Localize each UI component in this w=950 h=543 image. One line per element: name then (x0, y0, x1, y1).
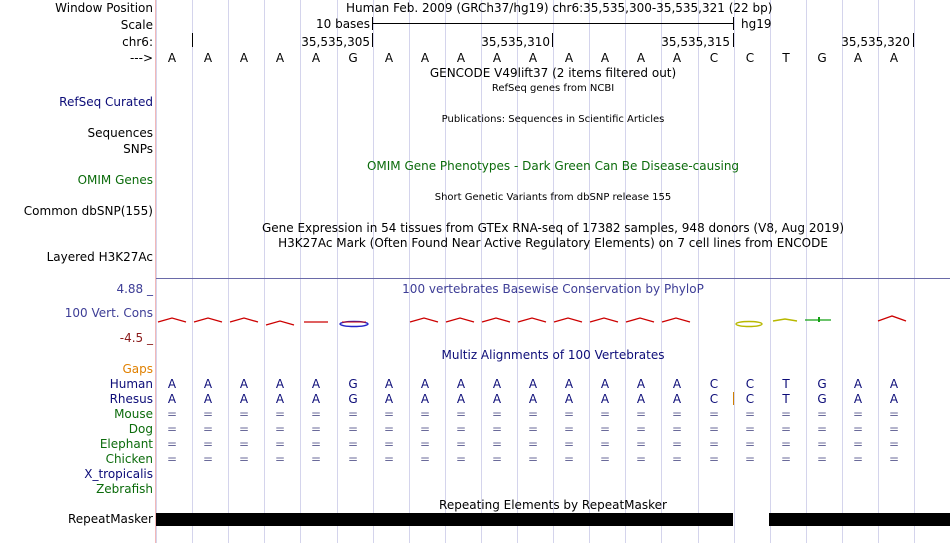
alignment-base: A (528, 392, 538, 406)
alignment-base: C (745, 392, 755, 406)
alignment-base: = (780, 407, 792, 421)
ruler-pos-1: 35,535,305 (301, 35, 370, 49)
sequence-base: A (600, 51, 610, 65)
alignment-base: = (852, 437, 864, 451)
alignment-base: = (888, 407, 900, 421)
alignment-base: C (709, 392, 719, 406)
alignment-base: = (671, 452, 683, 466)
track-label-conservation[interactable]: 100 Vert. Cons (64, 306, 153, 320)
track-label-snps[interactable]: SNPs (123, 142, 153, 156)
species-label[interactable]: Elephant (99, 437, 153, 451)
conservation-peak (518, 318, 546, 322)
alignment-base: = (238, 437, 250, 451)
alignment-base: A (600, 377, 610, 391)
species-label[interactable]: Rhesus (109, 392, 153, 406)
ruler-pos-3: 35,535,315 (661, 35, 730, 49)
window-position-value: Human Feb. 2009 (GRCh37/hg19) chr6:35,535,300-35,535,321 (22 bp) (346, 1, 773, 15)
alignment-base: = (238, 407, 250, 421)
alignment-base: = (455, 407, 467, 421)
sequence-base: A (672, 51, 682, 65)
alignment-base: A (311, 377, 321, 391)
alignment-base: = (635, 422, 647, 436)
repeatmasker-track-title[interactable]: Repeating Elements by RepeatMasker (439, 498, 667, 512)
alignment-base: A (600, 392, 610, 406)
alignment-base: A (239, 392, 249, 406)
alignment-base: = (238, 452, 250, 466)
alignment-base: = (419, 407, 431, 421)
conservation-peak (446, 318, 474, 322)
alignment-base: = (527, 452, 539, 466)
alignment-base: = (274, 452, 286, 466)
sequence-base: A (275, 51, 285, 65)
alignment-base: = (527, 437, 539, 451)
gencode-track-title[interactable]: GENCODE V49lift37 (2 items filtered out) (429, 66, 677, 80)
alignment-base: = (671, 422, 683, 436)
alignment-base: = (310, 452, 322, 466)
alignment-base: = (455, 422, 467, 436)
alignment-base: = (166, 437, 178, 451)
alignment-base: G (348, 377, 358, 391)
alignment-base: = (708, 422, 720, 436)
species-label[interactable]: Dog (128, 422, 153, 436)
conservation-peak (590, 318, 618, 322)
alignment-base: = (455, 452, 467, 466)
alignment-base: = (347, 437, 359, 451)
species-label[interactable]: Human (109, 377, 153, 391)
chrom-label: chr6: (122, 35, 153, 49)
alignment-base: = (780, 422, 792, 436)
alignment-base: T (782, 392, 790, 406)
alignment-base: = (527, 407, 539, 421)
conservation-max-label: 4.88 _ (116, 282, 153, 296)
conservation-peak (626, 318, 654, 322)
alignment-base: = (816, 407, 828, 421)
alignment-base: = (816, 452, 828, 466)
alignment-base: A (384, 377, 394, 391)
alignment-base: = (274, 422, 286, 436)
alignment-base: A (564, 377, 574, 391)
alignment-base: A (203, 377, 213, 391)
alignment-base: A (311, 392, 321, 406)
alignment-base: A (420, 392, 430, 406)
sequence-base: A (528, 51, 538, 65)
alignment-base: = (744, 437, 756, 451)
track-label-refseq[interactable]: RefSeq Curated (59, 95, 153, 109)
sequence-base: A (636, 51, 646, 65)
alignment-base: = (310, 407, 322, 421)
conservation-peak (662, 318, 690, 322)
alignment-base: = (491, 437, 503, 451)
alignment-base: = (383, 407, 395, 421)
alignment-base: = (383, 437, 395, 451)
conservation-peak (878, 316, 906, 321)
sequence-base: G (348, 51, 358, 65)
alignment-base: A (167, 392, 177, 406)
sequence-base: A (456, 51, 466, 65)
alignment-base: = (780, 452, 792, 466)
alignment-base: = (852, 407, 864, 421)
conservation-dip (736, 322, 762, 327)
alignment-base: = (780, 437, 792, 451)
alignment-base: = (563, 452, 575, 466)
alignment-base: A (456, 392, 466, 406)
conservation-peak (194, 318, 222, 322)
conservation-peak (482, 318, 510, 322)
alignment-base: C (745, 377, 755, 391)
alignment-base: = (202, 422, 214, 436)
alignment-base: A (889, 392, 899, 406)
alignment-base: = (383, 452, 395, 466)
alignment-base: A (275, 377, 285, 391)
sequence-base: C (709, 51, 719, 65)
sequence-base: A (420, 51, 430, 65)
track-label-dbsnp[interactable]: Common dbSNP(155) (23, 204, 153, 218)
alignment-base: = (888, 422, 900, 436)
alignment-base: G (817, 392, 827, 406)
conservation-peak (158, 318, 186, 322)
alignment-base: = (166, 407, 178, 421)
alignment-base: = (599, 422, 611, 436)
alignment-base: A (384, 392, 394, 406)
alignment-base: = (599, 407, 611, 421)
sequence-base: A (384, 51, 394, 65)
alignment-base: = (563, 407, 575, 421)
alignment-base: = (491, 452, 503, 466)
alignment-base: A (420, 377, 430, 391)
scale-assembly: hg19 (741, 17, 772, 31)
conservation-peak (410, 318, 438, 322)
alignment-base: = (347, 422, 359, 436)
publications-track-title[interactable]: Publications: Sequences in Scientific Articles (441, 114, 665, 125)
conservation-peak (554, 318, 582, 322)
alignment-base: = (888, 437, 900, 451)
conservation-track-title[interactable]: 100 vertebrates Basewise Conservation by PhyloP (402, 282, 704, 296)
alignment-base: = (635, 452, 647, 466)
alignment-base: = (202, 407, 214, 421)
alignment-base: = (491, 422, 503, 436)
repeat-element[interactable] (769, 513, 950, 526)
alignment-base: A (456, 377, 466, 391)
alignment-base: = (671, 437, 683, 451)
alignment-base: A (853, 377, 863, 391)
alignment-base: T (782, 377, 790, 391)
alignment-base: A (853, 392, 863, 406)
alignment-base: = (888, 452, 900, 466)
alignment-base: C (709, 377, 719, 391)
track-label-h3k27ac[interactable]: Layered H3K27Ac (46, 250, 153, 264)
alignment-base: = (347, 452, 359, 466)
alignment-base: = (310, 437, 322, 451)
alignment-base: A (672, 392, 682, 406)
alignment-base: = (671, 407, 683, 421)
alignment-base: = (491, 407, 503, 421)
alignment-base: = (708, 452, 720, 466)
conservation-dip (773, 319, 797, 321)
sequence-base: A (889, 51, 899, 65)
alignment-base: = (563, 437, 575, 451)
sequence-base: A (167, 51, 177, 65)
alignment-base: = (166, 422, 178, 436)
sequence-base: A (203, 51, 213, 65)
alignment-base: = (527, 422, 539, 436)
ruler-pos-4: 35,535,320 (841, 35, 910, 49)
alignment-base: A (889, 377, 899, 391)
alignment-base: = (599, 437, 611, 451)
sequence-base: G (817, 51, 827, 65)
alignment-base: = (202, 452, 214, 466)
alignment-base: A (492, 377, 502, 391)
window-position-label: Window Position (55, 1, 153, 15)
strand-label: ---> (129, 51, 153, 65)
sequence-base: A (564, 51, 574, 65)
dbsnp-track-title[interactable]: Short Genetic Variants from dbSNP release 155 (434, 192, 672, 203)
alignment-base: A (492, 392, 502, 406)
track-label-gaps[interactable]: Gaps (122, 362, 153, 376)
alignment-base: = (310, 422, 322, 436)
h3k27ac-track-title[interactable]: H3K27Ac Mark (Often Found Near Active Regulatory Elements) on 7 cell lines from ENCODE (278, 236, 828, 250)
alignment-base: = (852, 452, 864, 466)
alignment-base: = (599, 452, 611, 466)
alignment-insertion-marker (733, 392, 734, 405)
alignment-base: = (274, 407, 286, 421)
alignment-base: G (817, 377, 827, 391)
omim-track-title[interactable]: OMIM Gene Phenotypes - Dark Green Can Be Disease-causing (366, 159, 740, 173)
alignment-base: A (528, 377, 538, 391)
alignment-base: = (419, 452, 431, 466)
alignment-base: = (419, 422, 431, 436)
species-label[interactable]: Chicken (105, 452, 153, 466)
alignment-base: = (635, 437, 647, 451)
alignment-base: = (563, 422, 575, 436)
alignment-base: = (347, 407, 359, 421)
alignment-base: = (708, 407, 720, 421)
gtex-track-title[interactable]: Gene Expression in 54 tissues from GTEx RNA-seq of 17382 samples, 948 donors (V8, Aug 2019) (261, 221, 845, 235)
alignment-base: = (744, 452, 756, 466)
alignment-base: = (383, 422, 395, 436)
alignment-base: = (852, 422, 864, 436)
alignment-base: A (167, 377, 177, 391)
species-label[interactable]: Mouse (114, 407, 153, 421)
track-label-sequences[interactable]: Sequences (87, 126, 153, 140)
refseq-track-title[interactable]: RefSeq genes from NCBI (491, 83, 615, 94)
conservation-min-label: -4.5 _ (119, 331, 153, 345)
alignment-base: = (744, 422, 756, 436)
track-label-repeatmasker[interactable]: RepeatMasker (67, 512, 153, 526)
alignment-base: G (348, 392, 358, 406)
species-label[interactable]: X_tropicalis (84, 467, 153, 481)
alignment-base: = (166, 452, 178, 466)
alignment-base: A (564, 392, 574, 406)
sequence-base: A (239, 51, 249, 65)
sequence-base: C (745, 51, 755, 65)
alignment-base: A (636, 392, 646, 406)
alignment-base: = (202, 437, 214, 451)
alignment-base: = (816, 437, 828, 451)
alignment-base: = (708, 437, 720, 451)
multiz-track-title[interactable]: Multiz Alignments of 100 Vertebrates (441, 348, 665, 362)
sequence-base: A (492, 51, 502, 65)
alignment-base: A (275, 392, 285, 406)
alignment-base: = (635, 407, 647, 421)
alignment-base: = (816, 422, 828, 436)
repeat-element[interactable] (156, 513, 733, 526)
alignment-base: A (239, 377, 249, 391)
conservation-peak (266, 321, 294, 325)
scale-label: Scale (120, 18, 153, 32)
ruler-pos-2: 35,535,310 (481, 35, 550, 49)
sequence-base: A (311, 51, 321, 65)
scale-value: 10 bases (316, 17, 370, 31)
conservation-peak (230, 318, 258, 322)
sequence-base: T (782, 51, 790, 65)
species-label[interactable]: Zebrafish (96, 482, 153, 496)
track-label-omim[interactable]: OMIM Genes (77, 173, 153, 187)
sequence-base: A (853, 51, 863, 65)
alignment-base: A (672, 377, 682, 391)
alignment-base: = (744, 407, 756, 421)
alignment-base: A (636, 377, 646, 391)
alignment-base: = (455, 437, 467, 451)
alignment-base: = (274, 437, 286, 451)
alignment-base: = (419, 437, 431, 451)
alignment-base: A (203, 392, 213, 406)
alignment-base: = (238, 422, 250, 436)
